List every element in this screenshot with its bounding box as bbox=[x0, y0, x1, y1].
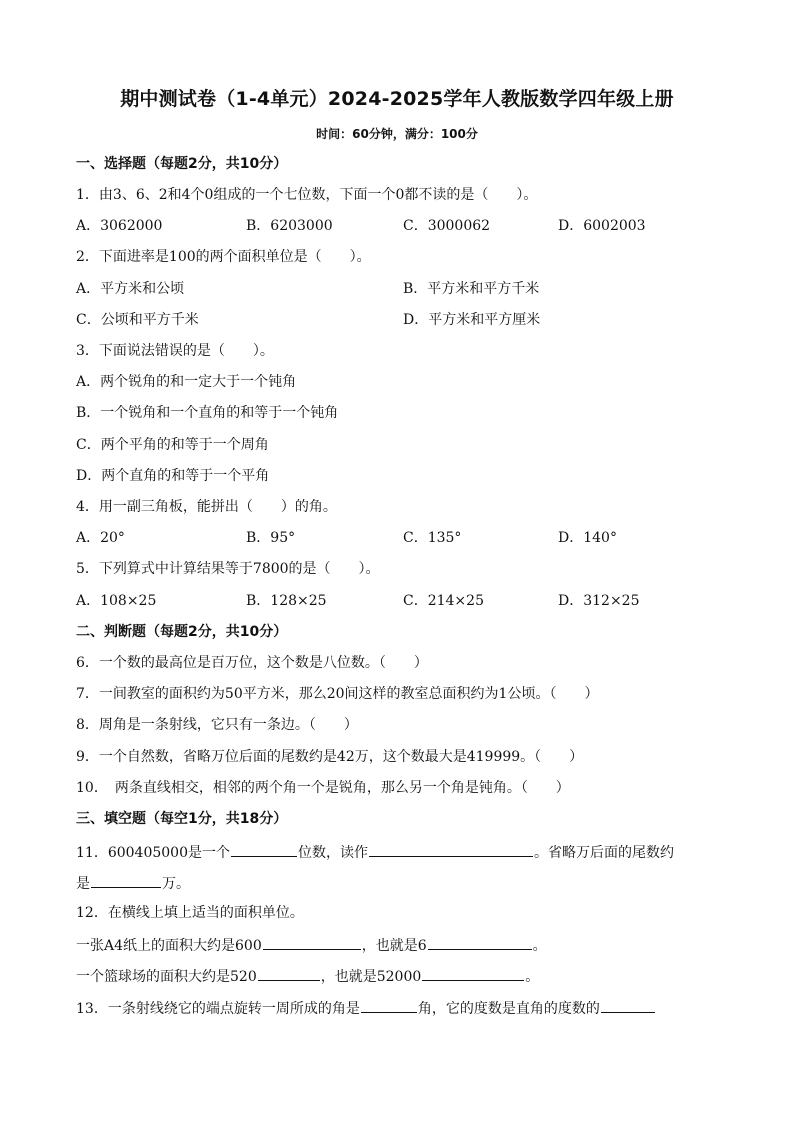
question-12-text: ，也就是52000 bbox=[320, 969, 422, 985]
option-d: D．平方米和平方厘米 bbox=[403, 312, 541, 328]
option-d: D．312×25 bbox=[558, 593, 640, 609]
option-b: B．平方米和平方千米 bbox=[403, 281, 540, 297]
question-12-text: 。 bbox=[525, 969, 540, 985]
question-1-options bbox=[76, 215, 716, 237]
answer-blank[interactable] bbox=[361, 996, 417, 1013]
question-8: 8．周角是一条射线，它只有一条边。（ ） bbox=[76, 717, 358, 733]
option-c: C．公顷和平方千米 bbox=[76, 312, 199, 328]
question-12-line-b bbox=[76, 964, 539, 986]
option-b: B．6203000 bbox=[246, 218, 333, 234]
answer-blank[interactable] bbox=[263, 933, 361, 950]
option-c: C．135° bbox=[403, 530, 462, 546]
question-11-text: 万。 bbox=[162, 876, 190, 892]
question-12-stem: 12．在横线上填上适当的面积单位。 bbox=[76, 905, 304, 921]
question-5-stem: 5．下列算式中计算结果等于7800的是（ ）。 bbox=[76, 561, 380, 577]
question-12-text: 一张A4纸上的面积大约是600 bbox=[76, 938, 262, 954]
question-2-stem: 2．下面进率是100的两个面积单位是（ ）。 bbox=[76, 249, 371, 265]
answer-blank[interactable] bbox=[91, 871, 161, 888]
question-11-text: 位数，读作 bbox=[297, 845, 368, 861]
option-a: A．两个锐角的和一定大于一个钝角 bbox=[76, 374, 297, 390]
question-12-text: 一个篮球场的面积大约是520 bbox=[76, 969, 257, 985]
option-b: B．95° bbox=[246, 530, 296, 546]
section-heading-judge: 二、判断题（每题2分，共10分） bbox=[76, 624, 288, 640]
option-c: C．两个平角的和等于一个周角 bbox=[76, 437, 269, 453]
answer-blank[interactable] bbox=[601, 996, 655, 1013]
question-12-text: ，也就是6 bbox=[361, 938, 427, 954]
question-2-options-row2 bbox=[76, 309, 716, 331]
question-2-options-row1 bbox=[76, 278, 716, 300]
option-d: D．140° bbox=[558, 530, 617, 546]
question-5-options bbox=[76, 590, 716, 612]
question-9: 9．一个自然数，省略万位后面的尾数约是42万，这个数最大是419999。（ ） bbox=[76, 749, 584, 765]
question-11-text: 是 bbox=[76, 876, 90, 892]
option-a: A．108×25 bbox=[76, 593, 157, 609]
question-10: 10． 两条直线相交，相邻的两个角一个是锐角，那么另一个角是钝角。（ ） bbox=[76, 780, 570, 796]
question-7: 7．一间教室的面积约为50平方米，那么20间这样的教室总面积约为1公顷。（ ） bbox=[76, 686, 599, 702]
option-c: C．214×25 bbox=[403, 593, 484, 609]
question-11-line1 bbox=[76, 840, 674, 862]
question-11-text: 11．600405000是一个 bbox=[76, 845, 230, 861]
question-3-stem: 3．下面说法错误的是（ ）。 bbox=[76, 343, 274, 359]
answer-blank[interactable] bbox=[428, 933, 532, 950]
section-heading-choice: 一、选择题（每题2分，共10分） bbox=[76, 156, 288, 172]
answer-blank[interactable] bbox=[231, 840, 297, 857]
question-4-stem: 4．用一副三角板，能拼出（ ）的角。 bbox=[76, 499, 337, 515]
question-12-line-a bbox=[76, 933, 547, 955]
question-12-text: 。 bbox=[532, 938, 547, 954]
section-heading-fill: 三、填空题（每空1分，共18分） bbox=[76, 811, 288, 827]
exam-info: 时间：60分钟，满分：100分 bbox=[316, 127, 478, 141]
option-d: D．两个直角的和等于一个平角 bbox=[76, 468, 270, 484]
answer-blank[interactable] bbox=[258, 964, 320, 981]
option-a: A．3062000 bbox=[76, 218, 163, 234]
question-13-text: 13．一条射线绕它的端点旋转一周所成的角是 bbox=[76, 1001, 360, 1017]
question-11-text: 。省略万后面的尾数约 bbox=[533, 845, 674, 861]
option-d: D．6002003 bbox=[558, 218, 646, 234]
question-1-stem: 1．由3、6、2和4个0组成的一个七位数，下面一个0都不读的是（ ）。 bbox=[76, 187, 538, 203]
option-a: A．20° bbox=[76, 530, 125, 546]
answer-blank[interactable] bbox=[369, 840, 533, 857]
question-6: 6．一个数的最高位是百万位，这个数是八位数。（ ） bbox=[76, 655, 428, 671]
option-b: B．128×25 bbox=[246, 593, 327, 609]
question-13-text: 角，它的度数是直角的度数的 bbox=[417, 1001, 600, 1017]
option-c: C．3000062 bbox=[403, 218, 491, 234]
page-title: 期中测试卷（1-4单元）2024-2025学年人教版数学四年级上册 bbox=[120, 88, 674, 110]
option-b: B．一个锐角和一个直角的和等于一个钝角 bbox=[76, 405, 339, 421]
answer-blank[interactable] bbox=[422, 964, 524, 981]
question-11-line2 bbox=[76, 871, 190, 893]
question-13-line1 bbox=[76, 996, 656, 1018]
option-a: A．平方米和公顷 bbox=[76, 281, 185, 297]
question-4-options bbox=[76, 527, 716, 549]
